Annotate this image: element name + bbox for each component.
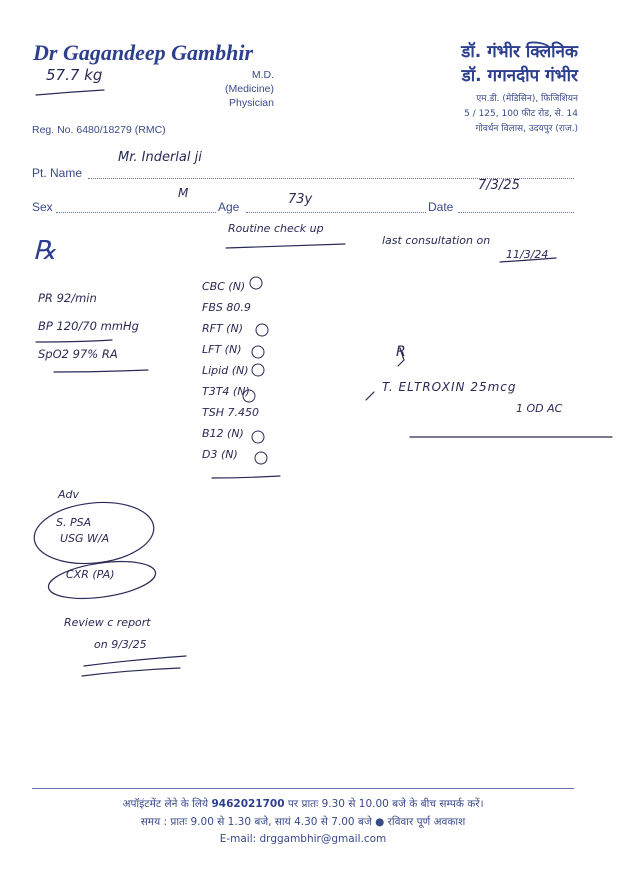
weight-underline [36, 90, 104, 95]
rx-mark: R [396, 344, 406, 360]
pt-name-label: Pt. Name [32, 166, 83, 180]
rx-symbol: ℞ [33, 236, 57, 265]
email-label: E-mail: [219, 833, 257, 845]
date-value: 7/3/25 [478, 178, 520, 193]
sex-value: M [178, 186, 189, 200]
vitals-underline-2 [54, 370, 148, 372]
inv-b12: B12 (N) [202, 427, 244, 440]
footer-phone: 9462021700 [211, 798, 285, 810]
sex-label: Sex [32, 200, 53, 214]
vitals-underline-1 [36, 340, 112, 342]
medicine-dose: 1 OD AC [516, 402, 563, 415]
date-label: Date [428, 200, 454, 214]
advice-label: Adv [58, 488, 80, 501]
inv-lft: LFT (N) [202, 343, 242, 356]
footer-divider [32, 788, 574, 789]
footer-appointment [32, 797, 574, 811]
footer-suffix: पर प्रातः 9.30 से 10.00 बजे के बीच सम्पर्क करें। [287, 798, 484, 810]
inv-lipid: Lipid (N) [202, 364, 249, 377]
medicine-dash [366, 392, 374, 400]
consult-underline [500, 258, 556, 262]
footer-timings: समय : प्रातः 9.00 से 1.30 बजे, सायं 4.30 से 7.00 बजे ● रविवार पूर्ण अवकाश [140, 816, 466, 828]
email-address: drggambhir@gmail.com [259, 833, 387, 845]
pt-name-value: Mr. Inderlal ji [118, 150, 202, 165]
advice-circle-2 [46, 556, 158, 605]
investigations-underline [212, 476, 280, 478]
age-value: 73y [288, 192, 313, 207]
advice-psa: S. PSA [56, 516, 92, 529]
doctor-name: Dr Gagandeep Gambhir [33, 40, 254, 65]
age-label: Age [218, 200, 240, 214]
chief-underline [226, 244, 345, 248]
inv-cbc: CBC (N) [202, 280, 246, 293]
qualification-hindi: एम.डी. (मेडिसिन), फिजिशियन [476, 94, 578, 104]
review-underline-1 [84, 656, 186, 666]
address-line2-hindi: गोवर्धन विलास, उदयपुर (राज.) [475, 124, 578, 134]
qualification-text: M.D. (Medicine) [224, 69, 274, 95]
inv-t3t4: T3T4 (N) [202, 385, 250, 398]
vital-bp: BP 120/70 mmHg [38, 319, 139, 333]
footer-email [32, 833, 574, 845]
advice-cxr: CXR (PA) [66, 568, 115, 581]
review-underline-2 [82, 668, 180, 676]
footer-prefix: अपॉइंटमेंट लेने के लिये [122, 798, 209, 810]
review-note: Review c report [64, 616, 151, 629]
vital-pr: PR 92/min [38, 291, 97, 305]
last-consult-label: last consultation on [382, 234, 491, 247]
registration-number: Reg. No. 6480/18279 (RMC) [32, 124, 166, 136]
inv-rft: RFT (N) [202, 322, 243, 335]
medicine-name: T. ELTROXIN 25mcg [382, 380, 517, 394]
doctor-name-hindi: डॉ. गगनदीप गंभीर [461, 66, 578, 86]
designation-text: Physician [229, 97, 274, 109]
normal-circles [243, 277, 268, 464]
review-date: on 9/3/25 [94, 638, 147, 651]
rx-mark-stroke [398, 348, 404, 366]
vital-spo2: SpO2 97% RA [38, 347, 118, 361]
advice-usg: USG W/A [60, 532, 110, 545]
weight-note: 57.7 kg [46, 66, 103, 84]
inv-fbs: FBS 80.9 [202, 301, 251, 314]
address-line1-hindi: 5 / 125, 100 फीट रोड, से. 14 [464, 109, 578, 119]
advice-circle-1 [31, 497, 157, 569]
chief-complaint: Routine check up [228, 222, 324, 235]
last-consult-date: 11/3/24 [506, 248, 549, 261]
inv-d3: D3 (N) [202, 448, 238, 461]
inv-tsh: TSH 7.450 [202, 406, 259, 419]
clinic-name-hindi: डॉ. गंभीर क्लिनिक [461, 42, 578, 62]
